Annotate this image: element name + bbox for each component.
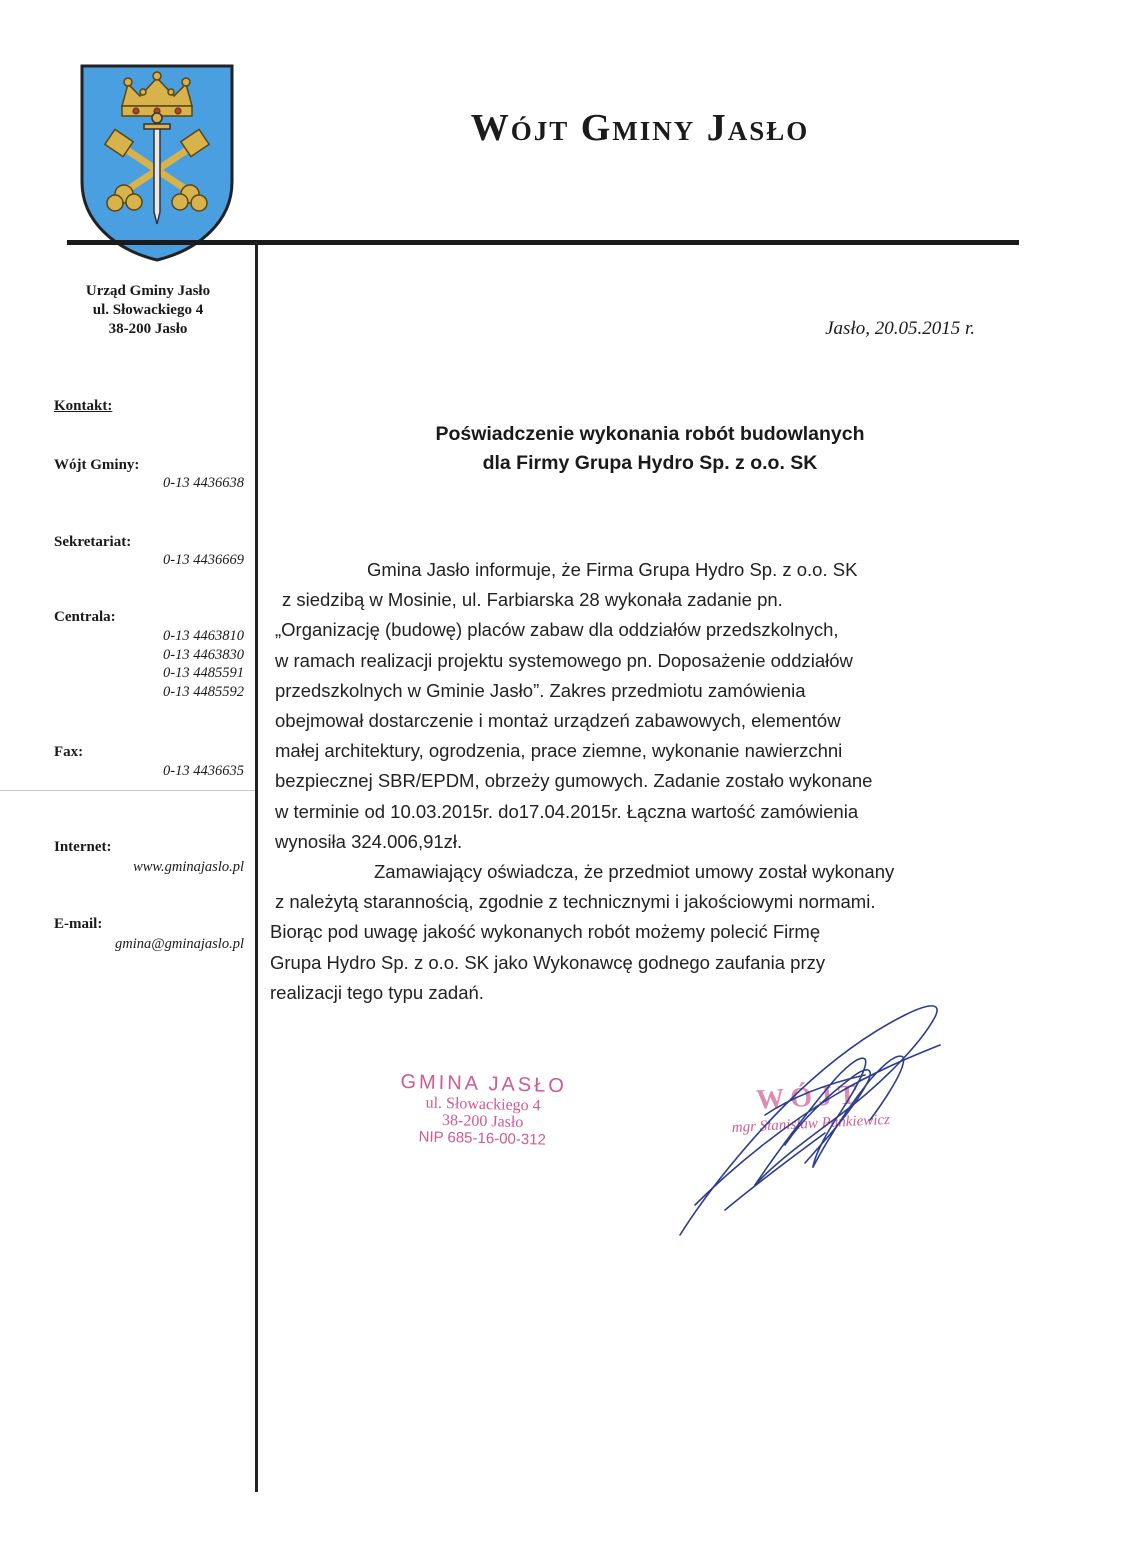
body-line: Zamawiający oświadcza, że przedmiot umowy został wykonany: [374, 861, 895, 883]
email-label: E-mail:: [54, 916, 103, 932]
fax-phone: 0-13 4436635: [163, 763, 244, 779]
centrala-phones: [163, 627, 244, 701]
body-line: Gmina Jasło informuje, że Firma Grupa Hydro Sp. z o.o. SK: [367, 559, 858, 580]
sekretariat-phone: 0-13 4436669: [163, 552, 244, 568]
internet-label: Internet:: [54, 839, 112, 855]
body-line: wynosiła 324.006,91zł.: [275, 830, 463, 852]
office-stamp: [367, 1069, 599, 1150]
body-line: małej architektury, ogrodzenia, prace ziemne, wykonanie nawierzchni: [275, 740, 843, 762]
body-line: bezpiecznej SBR/EPDM, obrzeży gumowych. Zadanie zostało wykonane: [275, 770, 873, 792]
email-link[interactable]: gmina@gminajaslo.pl: [115, 936, 244, 952]
subject-line: dla Firmy Grupa Hydro Sp. z o.o. SK: [482, 452, 818, 474]
centrala-phone: 0-13 4463830: [163, 646, 244, 663]
handwritten-signature: [665, 995, 955, 1245]
body-line: realizacji tego typu zadań.: [270, 981, 484, 1003]
centrala-phone: 0-13 4463810: [163, 628, 244, 644]
body-line: przedszkolnych w Gminie Jasło”. Zakres przedmiotu zamówienia: [275, 679, 806, 701]
wojt-phone: 0-13 4436638: [163, 475, 244, 491]
body-line: z należytą starannością, zgodnie z technicznymi i jakościowymi normami.: [275, 891, 876, 913]
contact-heading: Kontakt:: [54, 398, 113, 414]
centrala-label: Centrala:: [54, 609, 116, 625]
body-line: w ramach realizacji projektu systemowego pn. Doposażenie oddziałów: [275, 649, 853, 671]
internet-link[interactable]: www.gminajaslo.pl: [133, 859, 244, 875]
letter-date: Jasło, 20.05.2015 r.: [825, 318, 975, 339]
body-line: obejmował dostarczenie i montaż urządzeń zabawowych, elementów: [275, 710, 841, 732]
stamp-line: ul. Słowackiego 4: [425, 1094, 541, 1115]
header-divider: [67, 240, 1019, 245]
subject-line: Poświadczenie wykonania robót budowlanych: [435, 423, 865, 445]
wojt-stamp-title: WÓJT: [755, 1079, 864, 1116]
letterhead-title: Wójt Gminy Jasło: [470, 107, 810, 149]
body-line: Grupa Hydro Sp. z o.o. SK jako Wykonawcę godnego zaufania przy: [270, 951, 826, 973]
centrala-phone: 0-13 4485592: [163, 683, 244, 700]
office-city: 38-200 Jasło: [108, 321, 188, 337]
body-line: z siedzibą w Mosinie, ul. Farbiarska 28 wykonała zadanie pn.: [282, 589, 783, 611]
body-line: w terminie od 10.03.2015r. do17.04.2015r. Łączna wartość zamówienia: [275, 800, 859, 822]
body-line: „Organizację (budowę) placów zabaw dla oddziałów przedszkolnych,: [275, 619, 839, 641]
letter-body: [270, 555, 1000, 1008]
stamp-line: 38-200 Jasło: [441, 1111, 524, 1132]
fax-label: Fax:: [54, 744, 84, 760]
office-name: Urząd Gminy Jasło: [85, 283, 211, 299]
sekretariat-label: Sekretariat:: [54, 534, 132, 550]
letter-subject: [290, 420, 1010, 478]
sidebar-divider: [255, 242, 258, 1492]
paper-fold-line: [0, 790, 255, 791]
coat-of-arms-icon: [78, 62, 236, 262]
wojt-label: Wójt Gminy:: [54, 457, 140, 473]
body-line: Biorąc pod uwagę jakość wykonanych robót możemy polecić Firmę: [270, 921, 821, 943]
stamp-line: NIP 685-16-00-312: [418, 1128, 547, 1149]
office-address: [48, 282, 248, 339]
stamp-line: GMINA JASŁO: [400, 1070, 568, 1098]
centrala-phone: 0-13 4485591: [163, 665, 244, 681]
office-street: ul. Słowackiego 4: [92, 302, 204, 318]
wojt-stamp-name: mgr Stanisław Pankiewicz: [731, 1111, 891, 1137]
